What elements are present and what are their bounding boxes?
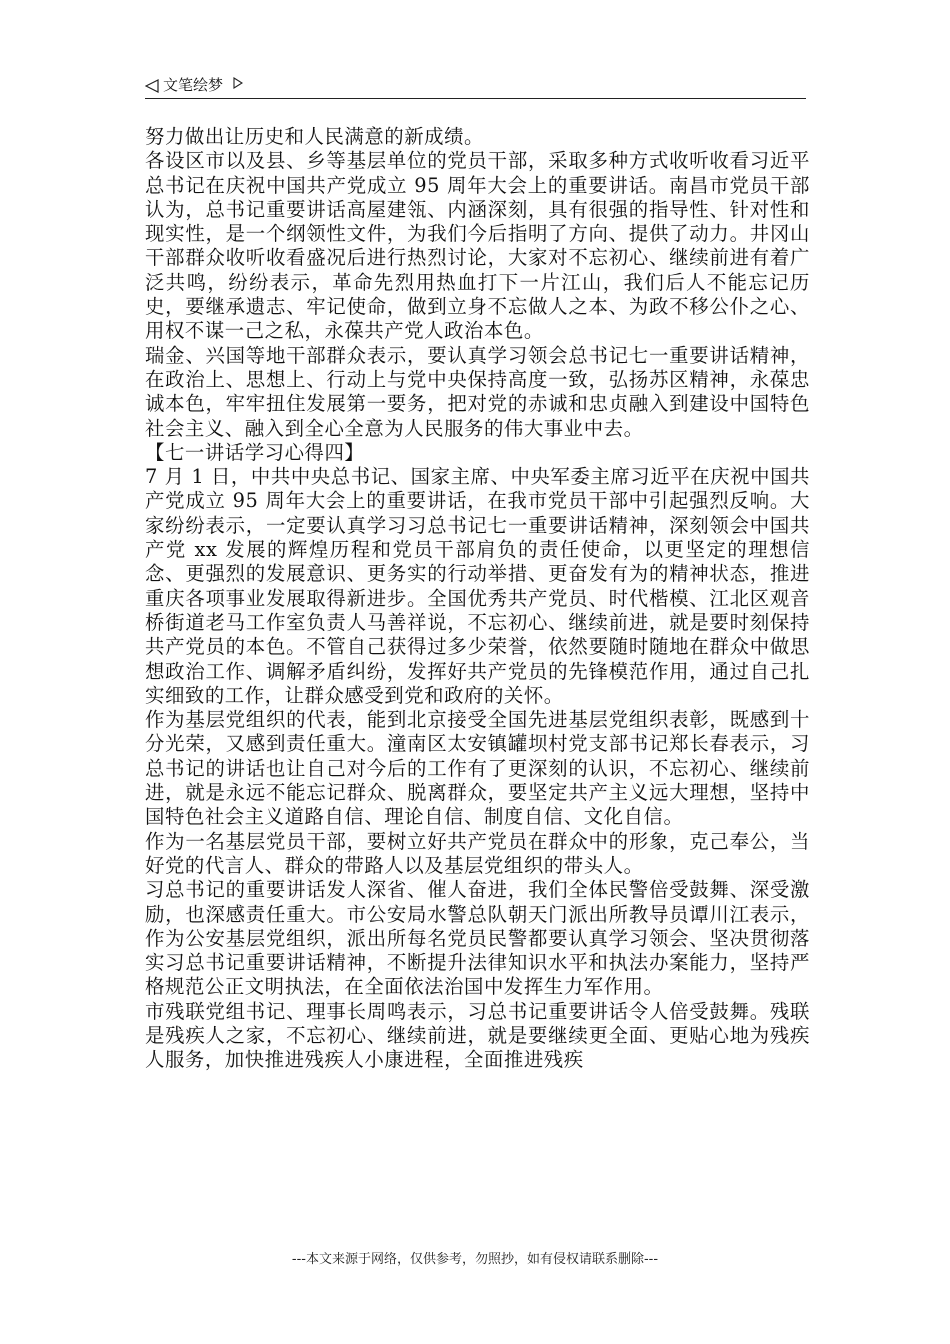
- paragraph-7: 习总书记的重要讲话发人深省、催人奋进，我们全体民警倍受鼓舞、深受激励，也深感责任重大。市公安局水警总队朝天门派出所教导员谭川江表示，作为公安基层党组织，派出所每名党员民警都要认真学习领会、坚决贯彻落实习总书记重要讲话精神，不断提升法律知识水平和执法办案能力，坚持严格规范公正文明执法，在全面依法治国中发挥生力军作用。: [145, 878, 810, 999]
- paragraph-1: 努力做出让历史和人民满意的新成绩。: [145, 125, 484, 148]
- paragraph-2: 各设区市以及县、乡等基层单位的党员干部，采取多种方式收听收看习近平总书记在庆祝中国共产党成立 95 周年大会上的重要讲话。南昌市党员干部认为，总书记重要讲话高屋建瓴、内涵深刻，具有很强的指导性、针对性和现实性，是一个纲领性文件，为我们今后指明了方向、提供了动力。井冈山干部群众收听收看盛况后进行热烈讨论，大家对不忘初心、继续前进有着广泛共鸣，纷纷表示，革命先烈用热血打下一片江山，我们后人不能忘记历史，要继承遗志、牢记使命，做到立身不忘做人之本、为政不移公仆之心、用权不谋一己之私，永葆共产党人政治本色。: [145, 149, 810, 343]
- paragraph-6: 作为一名基层党员干部，要树立好共产党员在群众中的形象，克己奉公，当好党的代言人、群众的带路人以及基层党组织的带头人。: [145, 829, 810, 877]
- paragraph-5: 作为基层党组织的代表，能到北京接受全国先进基层党组织表彰，既感到十分光荣，又感到责任重大。潼南区太安镇罐坝村党支部书记郑长春表示，习总书记的讲话也让自己对今后的工作有了更深刻的认识，不忘初心、继续前进，就是永远不能忘记群众、脱离群众，要坚定共产主义远大理想，坚持中国特色社会主义道路自信、理论自信、制度自信、文化自信。: [145, 708, 810, 829]
- paragraph-4: 7 月 1 日，中共中央总书记、国家主席、中央军委主席习近平在庆祝中国共产党成立 95 周年大会上的重要讲话，在我市党员干部中引起强烈反响。大家纷纷表示，一定要认真学习习总书记七一重要讲话精神，深刻领会中国共产党 xx 发展的辉煌历程和党员干部肩负的责任使命，以更坚定的理想信念、更强烈的发展意识、更务实的行动举措、更奋发有为的精神状态，推进重庆各项事业发展取得新进步。全国优秀共产党员、时代楷模、江北区观音桥街道老马工作室负责人马善祥说，不忘初心、继续前进，就是要时刻保持共产党员的本色。不管自己获得过多少荣誉，依然要随时随地在群众中做思想政治工作、调解矛盾纠纷，发挥好共产党员的先锋模范作用，通过自己扎实细致的工作，让群众感受到党和政府的关怀。: [145, 465, 810, 707]
- paragraph-8: 市残联党组书记、理事长周鸣表示，习总书记重要讲话令人倍受鼓舞。残联是残疾人之家，不忘初心、继续前进，就是要继续更全面、更贴心地为残疾人服务，加快推进残疾人小康进程，全面推进残疾: [145, 999, 810, 1072]
- document-body: [145, 125, 810, 1073]
- page-footer: ---本文来源于网络，仅供参考，勿照抄，如有侵权请联系删除---: [291, 1252, 659, 1267]
- page-header: [145, 76, 806, 99]
- triangle-right-icon: [233, 77, 243, 89]
- header-title: 文笔绘梦: [163, 76, 224, 94]
- triangle-left-icon: [145, 79, 159, 93]
- paragraph-3: 瑞金、兴国等地干部群众表示，要认真学习领会总书记七一重要讲话精神，在政治上、思想上、行动上与党中央保持高度一致，弘扬苏区精神，永葆忠诚本色，牢牢扭住发展第一要务，把对党的赤诚和忠贞融入到建设中国特色社会主义、融入到全心全意为人民服务的伟大事业中去。: [145, 343, 810, 440]
- section-heading: 【七一讲话学习心得四】: [145, 440, 365, 464]
